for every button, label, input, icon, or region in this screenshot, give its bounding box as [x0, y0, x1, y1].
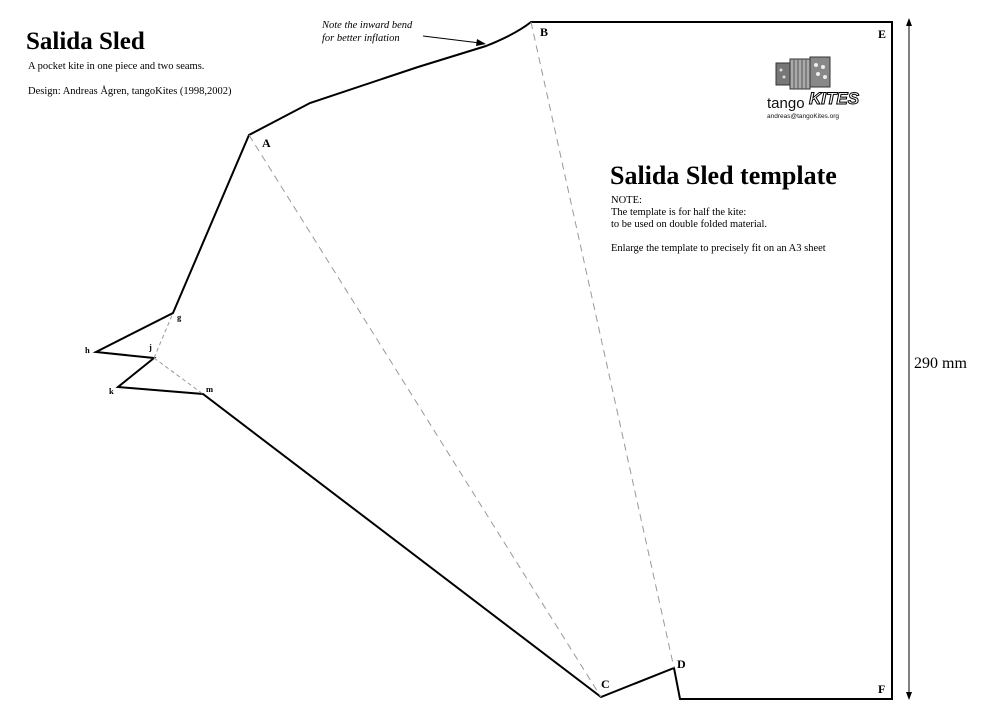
logo-email: andreas@tangoKites.org — [767, 113, 840, 120]
logo-word-tango: tango — [767, 95, 805, 112]
note-heading: NOTE: — [611, 195, 642, 206]
template-notes — [611, 195, 826, 255]
fold-line-b-d — [531, 22, 674, 668]
note-spacer — [611, 231, 826, 243]
inward-bend-note-line1: Note the inward bend — [322, 20, 413, 31]
fold-line-a-c — [249, 135, 601, 697]
inward-bend-note-line2: for better inflation — [322, 33, 400, 44]
logo-word-kites: KITES — [809, 89, 860, 108]
point-label-h: h — [85, 345, 90, 355]
point-label-g: g — [177, 312, 182, 322]
subtitle: A pocket kite in one piece and two seams. — [28, 61, 205, 72]
template-title: Salida Sled template — [610, 161, 837, 190]
dimension-arrow-bottom — [906, 692, 912, 700]
point-label-e: E — [878, 27, 887, 41]
annotation-arrowhead — [476, 39, 486, 46]
point-label-a: A — [262, 136, 271, 150]
page-title: Salida Sled — [26, 28, 145, 55]
point-label-f: F — [878, 682, 886, 696]
design-credit: Design: Andreas Ågren, tangoKites (1998,2002) — [28, 86, 232, 97]
point-label-b: B — [540, 25, 549, 39]
dimension-arrow-top — [906, 18, 912, 26]
point-label-k: k — [109, 386, 114, 396]
annotation-arrow — [423, 36, 480, 43]
fold-line-j-g — [154, 313, 173, 358]
dimension-label: 290 mm — [914, 355, 967, 372]
tangokites-logo — [764, 52, 860, 124]
note-line: The template is for half the kite: — [611, 207, 747, 218]
note-line: Enlarge the template to precisely fit on an A3 sheet — [611, 243, 826, 254]
inward-bend-note — [322, 19, 412, 45]
note-line: to be used on double folded material. — [611, 219, 767, 230]
point-label-c: C — [601, 677, 610, 691]
fold-line-j-m — [154, 358, 203, 394]
point-label-j: j — [149, 342, 152, 352]
point-label-m: m — [206, 384, 214, 394]
point-label-d: D — [677, 657, 686, 671]
